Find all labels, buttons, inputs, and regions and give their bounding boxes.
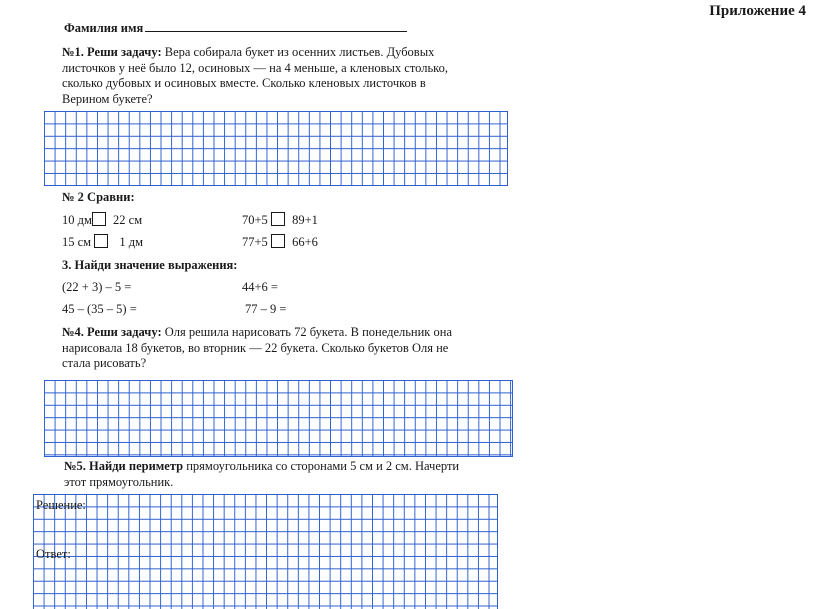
expression-1: (22 + 3) – 5 = — [62, 280, 132, 294]
compare-box[interactable] — [271, 212, 285, 226]
compare-box[interactable] — [271, 234, 285, 248]
compare-2-d: 66+6 — [292, 235, 318, 249]
expression-3: 45 – (35 – 5) = — [62, 302, 137, 316]
task5-line1: прямоугольника со сторонами 5 см и 2 см. Начерти — [186, 459, 460, 473]
task5-number: №5. Найди периметр — [64, 459, 184, 473]
compare-row-1-left — [62, 212, 142, 229]
task3-title: 3. Найди значение выражения: — [62, 258, 238, 272]
compare-1-d: 89+1 — [292, 213, 318, 227]
answer-grid-task4[interactable] — [44, 380, 513, 457]
compare-box[interactable] — [94, 234, 108, 248]
compare-2-b: 1 дм — [119, 235, 143, 249]
task5-line2: этот прямоугольник. — [64, 474, 174, 489]
task1-text — [62, 45, 448, 107]
task4-line3: стала рисовать? — [62, 356, 147, 370]
compare-row-2-right — [242, 234, 318, 251]
task1-number: №1. Реши задачу: — [62, 45, 162, 59]
answer-label: Ответ: — [36, 547, 71, 561]
name-label: Фамилия имя — [64, 21, 144, 35]
task2-title: № 2 Сравни: — [62, 190, 135, 204]
compare-2-c: 77+5 — [242, 235, 268, 249]
task1-line3: сколько дубовых и осиновых вместе. Сколько кленовых листочков в — [62, 76, 426, 90]
task4-number: №4. Реши задачу: — [62, 325, 162, 339]
compare-1-a: 10 дм — [62, 213, 92, 227]
compare-1-c: 70+5 — [242, 213, 268, 227]
compare-row-1-right — [242, 212, 318, 229]
compare-box[interactable] — [92, 212, 106, 226]
compare-2-a: 15 см — [62, 235, 92, 249]
task1-line2: листочков у неё было 12, осиновых — на 4 меньше, а кленовых столько, — [62, 60, 448, 75]
task5-text — [64, 459, 459, 490]
compare-1-b: 22 см — [113, 213, 143, 227]
task4-line2: нарисовала 18 букетов, во вторник — 22 букета. Сколько букетов Оля не — [62, 340, 449, 355]
expression-2: 44+6 = — [242, 280, 278, 294]
student-name-line — [64, 21, 407, 37]
appendix-label: Приложение 4 — [709, 3, 806, 19]
expression-4: 77 – 9 = — [245, 302, 287, 316]
solution-label: Решение: — [36, 498, 86, 512]
task1-line1: Вера собирала букет из осенних листьев. Дубовых — [164, 45, 435, 59]
task4-line1: Оля решила нарисовать 72 букета. В понедельник она — [164, 325, 452, 339]
task4-text — [62, 325, 452, 372]
task1-line4: Верином букете? — [62, 91, 153, 106]
name-blank-line[interactable] — [145, 21, 407, 32]
compare-row-2-left — [62, 234, 143, 251]
answer-grid-task1[interactable] — [44, 111, 508, 186]
answer-grid-task5[interactable] — [33, 494, 498, 609]
